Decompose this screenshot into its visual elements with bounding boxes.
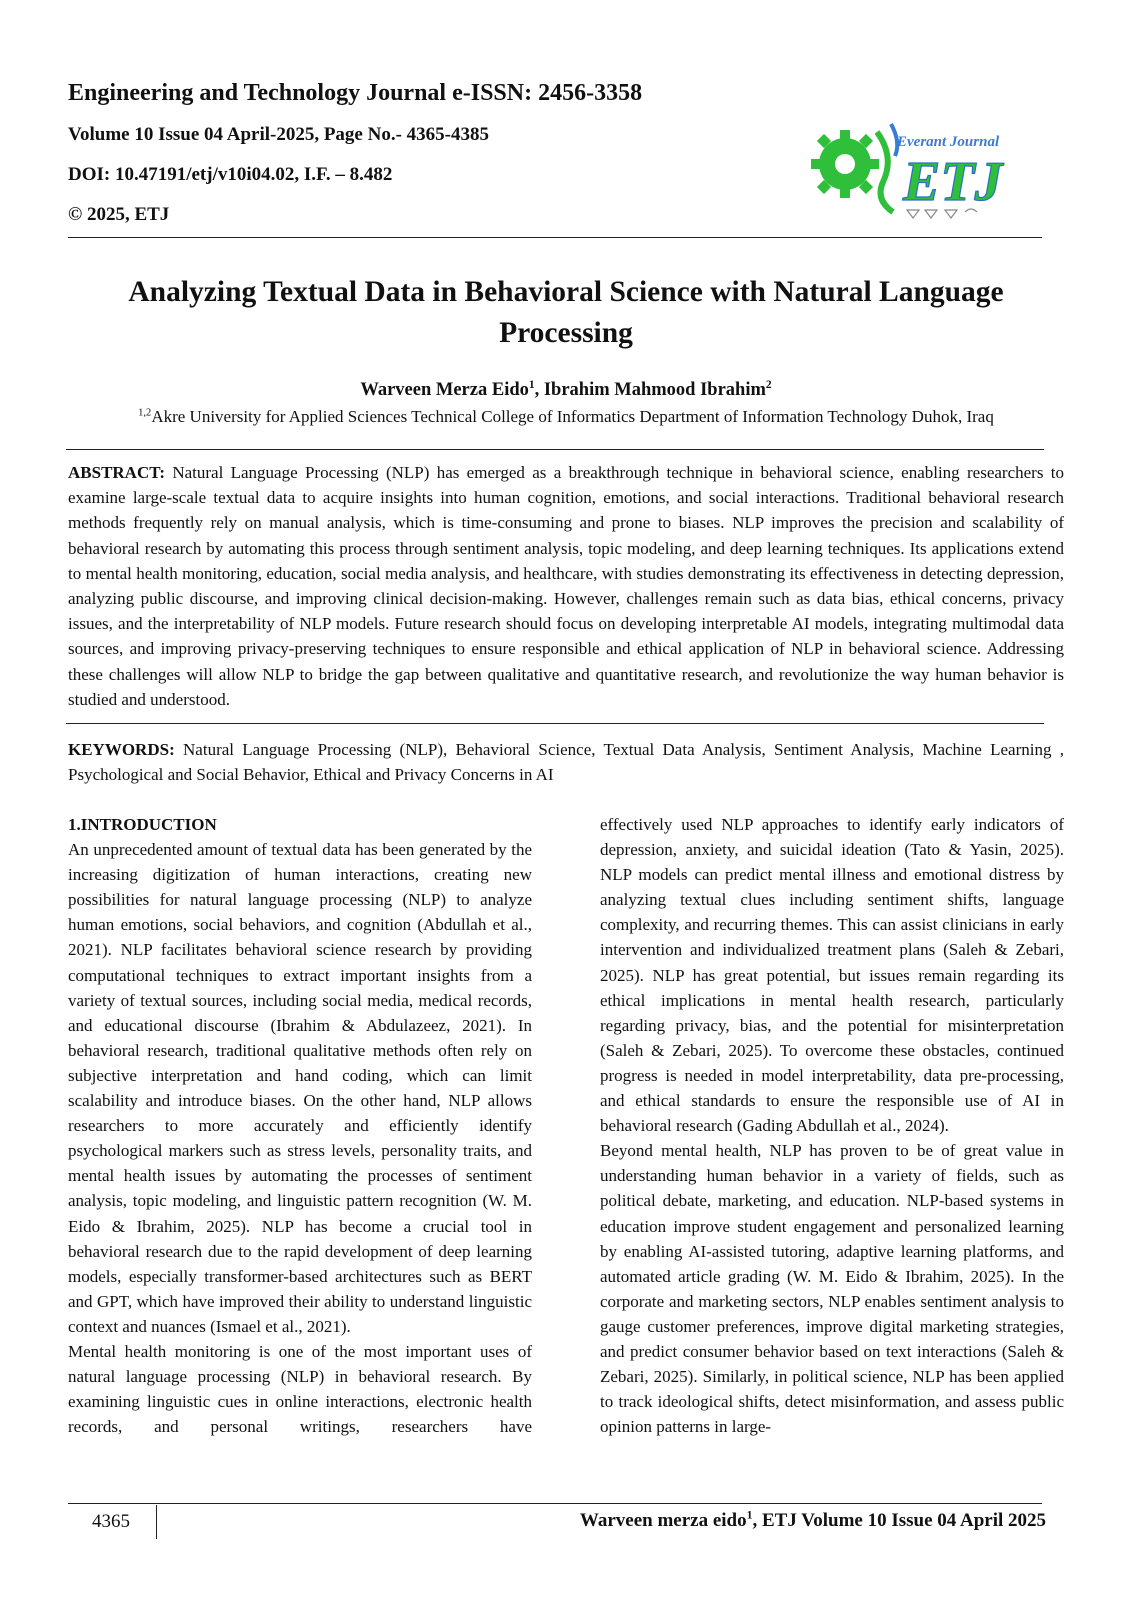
footer-author-affil: 1 <box>746 1508 753 1522</box>
svg-text:Everant Journal: Everant Journal <box>897 134 1000 150</box>
abstract <box>68 460 1064 712</box>
paper-title: Analyzing Textual Data in Behavioral Science with Natural Language Processing <box>128 276 1004 349</box>
author-separator: , <box>534 380 544 400</box>
journal-name: Engineering and Technology Journal e-ISSN: 2456-3358 <box>68 80 643 106</box>
running-footer <box>580 1510 1046 1532</box>
author-line <box>68 380 1064 401</box>
intro-paragraph-2-continued: effectively used NLP approaches to identify early indicators of depression, anxiety, and suicidal ideation (Tato & Yasin, 2025). NLP models can predict mental illness and emotional distress by analyzing textual clues including sentiment shifts, language complexity, and recurring themes. This can assist clinicians in early intervention and individualized treatment plans (Saleh & Zebari, 2025). NLP has great potential, but issues remain regarding its ethical implications in mental health research, particularly regarding privacy, bias, and the potential for misinterpretation (Saleh & Zebari, 2025). To overcome these obstacles, continued progress is needed in model interpretability, data pre-processing, and ethical standards to ensure the responsible use of AI in behavioral research (Gading Abdullah et al., 2024). <box>600 815 1064 1136</box>
abstract-text: Natural Language Processing (NLP) has emerged as a breakthrough technique in behavioral science, enabling researchers to examine large-scale textual data to acquire insights into human cognition, emotions, and social interactions. Traditional behavioral research methods frequently rely on manual analysis, which is time-consuming and prone to biases. NLP improves the precision and scalability of behavioral research by automating this process through sentiment analysis, topic modeling, and deep learning techniques. Its applications extend to mental health monitoring, education, social media analysis, and healthcare, with studies demonstrating its effectiveness in detecting depression, analyzing public discourse, and improving clinical decision-making. However, challenges remain such as data bias, ethical concerns, privacy issues, and the interpretability of NLP models. Future research should focus on developing interpretable AI models, integrating multimodal data sources, and improving privacy-preserving techniques to ensure responsible and ethical application of NLP in behavioral science. Addressing these challenges will allow NLP to bridge the gap between qualitative and quantitative research, and revolutionize the way human behavior is studied and understood. <box>68 463 1064 709</box>
author-1: Warveen Merza Eido <box>360 380 529 400</box>
svg-text:ETJ: ETJ <box>903 151 1003 213</box>
header-rule <box>68 237 1042 238</box>
abstract-label: ABSTRACT: <box>68 463 165 482</box>
page-footer <box>68 1505 1064 1539</box>
footer-divider <box>156 1505 157 1539</box>
right-column <box>600 812 1064 1439</box>
left-column <box>68 812 532 1439</box>
volume-info: Volume 10 Issue 04 April-2025, Page No.- 4365-4385 <box>68 124 489 145</box>
author-2: Ibrahim Mahmood Ibrahim <box>543 380 766 400</box>
keywords <box>68 737 1064 787</box>
abstract-bottom-rule <box>66 723 1044 724</box>
gear-icon <box>811 130 879 198</box>
etj-logo <box>805 112 1020 222</box>
keywords-label: KEYWORDS: <box>68 740 175 759</box>
intro-paragraph-2: Mental health monitoring is one of the most important uses of natural language processing (NLP) in behavioral research. By examining linguistic cues in online interactions, electronic health records, and personal writings, researchers have <box>68 1341 532 1437</box>
affiliation-marker: 1,2 <box>138 407 152 419</box>
affiliation-text: Akre University for Applied Sciences Technical College of Informatics Department of Information Technology Duhok, Iraq <box>151 407 994 426</box>
section-heading-introduction: 1.INTRODUCTION <box>68 815 217 834</box>
intro-paragraph-3: Beyond mental health, NLP has proven to be of great value in understanding human behavior in a variety of fields, such as political debate, marketing, and education. NLP-based systems in education improve student engagement and personalized learning by enabling AI-assisted tutoring, adaptive learning platforms, and automated article grading (W. M. Eido & Ibrahim, 2025). In the corporate and marketing sectors, NLP enables sentiment analysis to gauge customer preferences, improve digital marketing strategies, and predict consumer behavior based on text interactions (Saleh & Zebari, 2025). Similarly, in political science, NLP has been applied to track ideological shifts, detect misinformation, and assess public opinion patterns in large- <box>600 1141 1064 1437</box>
footer-journal-info: , ETJ Volume 10 Issue 04 April 2025 <box>752 1510 1046 1531</box>
abstract-top-rule <box>66 449 1044 450</box>
page-number: 4365 <box>92 1511 130 1532</box>
author-2-affil: 2 <box>765 378 772 391</box>
intro-paragraph-1: An unprecedented amount of textual data has been generated by the increasing digitization of human interactions, creating new possibilities for natural language processing (NLP) to analyze human emotions, social behaviors, and cognition (Abdullah et al., 2021). NLP facilitates behavioral science research by providing computational techniques to extract important insights from a variety of textual sources, including social media, medical records, and educational discourse (Ibrahim & Abdulazeez, 2021). In behavioral research, traditional qualitative methods often rely on subjective interpretation and hand coding, which can limit scalability and introduce biases. On the other hand, NLP allows researchers to more accurately and efficiently identify psychological markers such as stress levels, personality traits, and mental health issues by automating the processes of sentiment analysis, topic modeling, and linguistic pattern recognition (W. M. Eido & Ibrahim, 2025). NLP has become a crucial tool in behavioral research due to the rapid development of deep learning models, especially transformer-based architectures such as BERT and GPT, which have improved their ability to understand linguistic context and nuances (Ismael et al., 2021). <box>68 840 532 1336</box>
doi-info: DOI: 10.47191/etj/v10i04.02, I.F. – 8.482 <box>68 164 393 185</box>
footer-author: Warveen merza eido <box>579 1510 747 1531</box>
author-1-affil: 1 <box>528 378 535 391</box>
affiliation <box>68 407 1064 427</box>
keywords-text: Natural Language Processing (NLP), Behavioral Science, Textual Data Analysis, Sentiment Analysis, Machine Learning , Psychological and Social Behavior, Ethical and Privacy Concerns in AI <box>68 740 1065 785</box>
footer-rule <box>68 1503 1042 1504</box>
copyright: © 2025, ETJ <box>68 204 170 225</box>
